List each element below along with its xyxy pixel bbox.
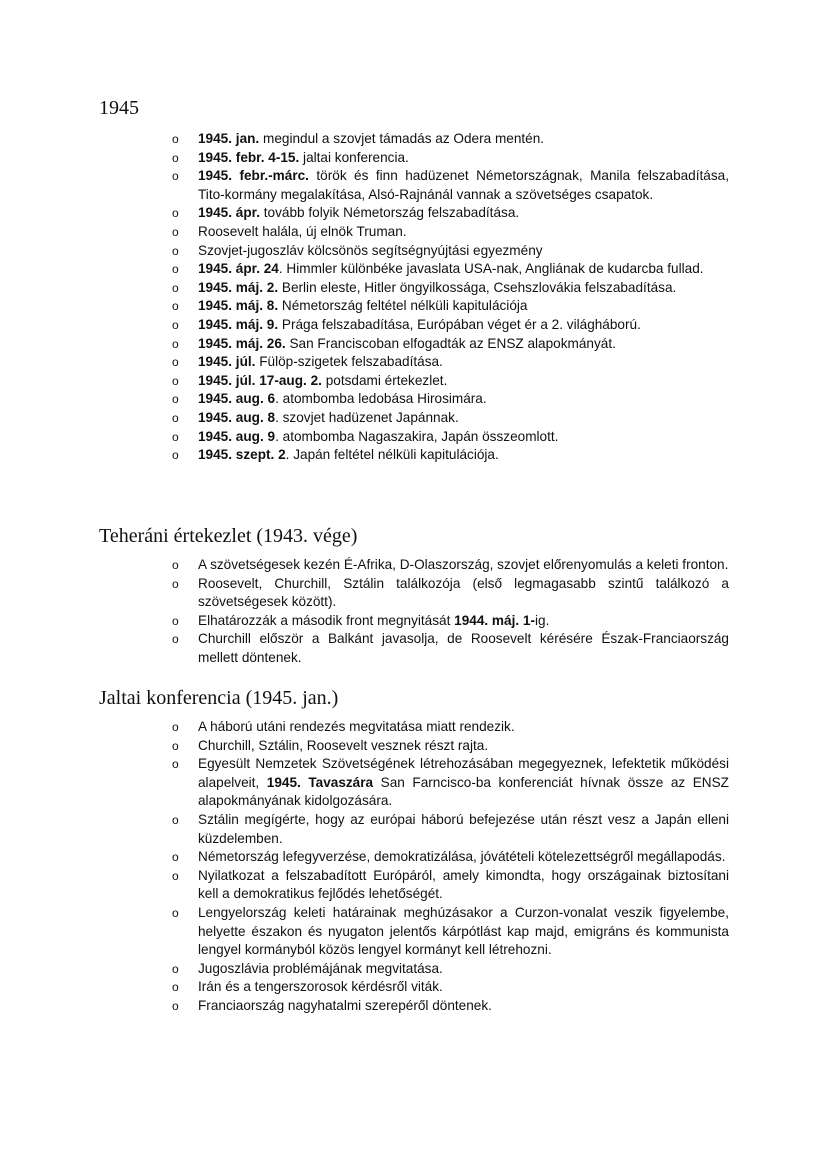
- item-date: 1945. ápr.: [198, 205, 260, 221]
- item-date: 1945. szept. 2: [198, 447, 286, 463]
- item-text: Roosevelt halála, új elnök Truman.: [198, 223, 407, 239]
- item-text: Prága felszabadítása, Európában véget ér a 2. világháború.: [278, 316, 641, 332]
- bullet-list: [0, 718, 828, 1016]
- bullet-marker: o: [172, 905, 179, 920]
- list-item: [0, 978, 729, 997]
- bullet-marker: o: [172, 132, 179, 146]
- list-item: [0, 130, 729, 149]
- item-text: potsdami értekezlet.: [321, 372, 448, 388]
- list-item: [0, 811, 729, 848]
- bullet-marker: o: [172, 980, 179, 995]
- item-text: San Farncisco-ba konferenciát hívnak össze az ENSZ alapokmányának kidolgozására.: [198, 774, 729, 809]
- item-date: 1945. jan.: [198, 131, 260, 146]
- item-text: Lengyelország keleti határainak meghúzásakor a Curzon-vonalat veszik figyelembe, helyette északon és nyugaton jelentős kárpótlást kap majd, emigráns és kommunista lengyel kormányból közös lengyel kormányt kell létrehozni.: [198, 904, 729, 958]
- item-text: Egyesült Nemzetek Szövetségének létrehozásában megegyeznek, lefektetik működési alapelveit,: [198, 756, 729, 790]
- item-text: . Japán feltétel nélküli kapitulációja.: [285, 447, 499, 463]
- bullet-marker: o: [172, 392, 179, 407]
- list-item: [0, 353, 729, 372]
- item-text: jaltai konferencia.: [299, 149, 409, 165]
- item-text: török és finn hadüzenet Németországnak, Manila felszabadítása, Tito-kormány megalakítása, Alsó-Rajnánál vannak a szövetséges csapatok.: [198, 168, 729, 202]
- list-item: [0, 390, 729, 409]
- item-date: 1945. aug. 6: [198, 391, 276, 407]
- list-item: [0, 167, 729, 204]
- list-item: [0, 848, 729, 867]
- item-text: San Franciscoban elfogadták az ENSZ alapokmányát.: [285, 335, 616, 351]
- item-date: 1945. máj. 2.: [198, 279, 279, 295]
- list-item: [0, 149, 729, 168]
- bullet-marker: o: [172, 632, 179, 647]
- list-item: [0, 737, 729, 756]
- section-heading: Teheráni értekezlet (1943. vége): [99, 525, 358, 547]
- bullet-marker: o: [172, 961, 179, 976]
- timeline-list: [0, 130, 828, 465]
- item-text: tovább folyik Németország felszabadítása.: [259, 205, 520, 221]
- list-item: [0, 372, 729, 391]
- bullet-marker: o: [172, 355, 179, 370]
- list-item: [0, 612, 729, 631]
- list-item: [0, 335, 729, 354]
- item-text: . Himmler különbéke javaslata USA-nak, Angliának de kudarcba fullad.: [278, 261, 704, 277]
- list-item: [0, 556, 729, 575]
- item-date: 1944. máj. 1-: [454, 612, 535, 628]
- bullet-marker: o: [172, 224, 179, 239]
- item-text: Elhatározzák a második front megnyitását: [198, 612, 455, 628]
- section-heading: 1945: [99, 97, 139, 119]
- bullet-marker: o: [172, 243, 179, 258]
- list-item: [0, 297, 729, 316]
- list-item: [0, 428, 729, 447]
- list-item: [0, 316, 729, 335]
- item-text: . atombomba Nagaszakira, Japán összeomlott.: [275, 428, 559, 444]
- list-item: [0, 718, 729, 737]
- item-date: 1945. aug. 8: [198, 409, 276, 425]
- item-text: Németország lefegyverzése, demokratizálása, jóvátételi kötelezettségről megállapodás.: [198, 849, 726, 865]
- section-1945: [0, 96, 828, 465]
- item-text: Roosevelt, Churchill, Sztálin találkozója (első legmagasabb szintű találkozó a szövetségesek között).: [198, 575, 729, 610]
- item-date: 1945. febr.-márc.: [198, 168, 309, 184]
- bullet-marker: o: [172, 262, 179, 277]
- bullet-marker: o: [172, 868, 179, 883]
- item-text: ig.: [535, 612, 550, 628]
- item-date: 1945. júl.: [198, 354, 256, 370]
- item-text: A szövetségesek kezén É-Afrika, D-Olaszország, szovjet előrenyomulás a keleti fronton.: [198, 557, 729, 572]
- list-item: [0, 260, 729, 279]
- list-item: [0, 204, 729, 223]
- item-text: Churchill először a Balkánt javasolja, de Roosevelt kérésére Észak-Franciaország mellett döntenek.: [198, 631, 729, 665]
- section-heading: Jaltai konferencia (1945. jan.): [99, 687, 339, 709]
- bullet-marker: o: [172, 429, 179, 444]
- item-text: . atombomba ledobása Hirosimára.: [275, 391, 487, 407]
- list-item: [0, 997, 729, 1016]
- item-date: 1945. máj. 9.: [198, 316, 279, 332]
- bullet-marker: o: [172, 812, 179, 827]
- list-item: [0, 630, 729, 667]
- list-item: [0, 575, 729, 612]
- bullet-marker: o: [172, 850, 179, 865]
- bullet-marker: o: [172, 317, 179, 332]
- list-item: [0, 242, 729, 261]
- bullet-marker: o: [172, 576, 179, 591]
- list-item: [0, 279, 729, 298]
- section-jaltai-konferencia: [0, 686, 828, 1016]
- item-text: . szovjet hadüzenet Japánnak.: [275, 409, 459, 425]
- bullet-marker: o: [172, 738, 179, 753]
- bullet-marker: o: [172, 299, 179, 314]
- item-text: Nyilatkozat a felszabadított Európáról, amely kimondta, hogy országainak biztosítani kell a demokratikus fejlődés lehetőségét.: [198, 867, 729, 902]
- item-date: 1945. máj. 26.: [198, 335, 286, 351]
- bullet-marker: o: [172, 410, 179, 425]
- bullet-marker: o: [172, 448, 179, 463]
- item-date: 1945. febr. 4-15.: [198, 149, 300, 165]
- item-date: 1945. ápr. 24: [198, 261, 279, 277]
- item-text: Szovjet-jugoszláv kölcsönös segítségnyújtási egyezmény: [198, 242, 543, 258]
- bullet-marker: o: [172, 206, 179, 221]
- list-item: [0, 960, 729, 979]
- item-date: 1945. Tavaszára: [266, 774, 374, 790]
- list-item: [0, 223, 729, 242]
- list-item: [0, 755, 729, 811]
- item-text: Németország feltétel nélküli kapitulációja: [278, 298, 528, 314]
- item-text: Fülöp-szigetek felszabadítása.: [255, 354, 443, 370]
- item-text: megindul a szovjet támadás az Odera mentén.: [259, 131, 545, 146]
- bullet-marker: o: [172, 336, 179, 351]
- bullet-marker: o: [172, 558, 179, 572]
- item-text: Churchill, Sztálin, Roosevelt vesznek részt rajta.: [198, 737, 489, 753]
- item-text: Sztálin megígérte, hogy az európai háború befejezése után részt vesz a Japán elleni küzdelemben.: [198, 811, 729, 846]
- bullet-marker: o: [172, 169, 179, 184]
- bullet-marker: o: [172, 150, 179, 165]
- item-date: 1945. júl. 17-aug. 2.: [198, 372, 322, 388]
- item-text: Franciaország nagyhatalmi szerepéről döntenek.: [198, 997, 492, 1013]
- item-date: 1945. máj. 8.: [198, 298, 279, 314]
- item-date: 1945. aug. 9: [198, 428, 276, 444]
- bullet-marker: o: [172, 280, 179, 295]
- item-text: Jugoszlávia problémájának megvitatása.: [198, 960, 443, 976]
- item-text: A háború utáni rendezés megvitatása miatt rendezik.: [198, 719, 515, 734]
- list-item: [0, 446, 729, 465]
- list-item: [0, 904, 729, 960]
- section-teherani-ertekezlet: [0, 524, 828, 668]
- bullet-marker: o: [172, 720, 179, 734]
- bullet-marker: o: [172, 998, 179, 1013]
- item-text: Irán és a tengerszorosok kérdésről viták.: [198, 979, 443, 995]
- list-item: [0, 409, 729, 428]
- bullet-marker: o: [172, 757, 179, 772]
- bullet-marker: o: [172, 613, 179, 628]
- bullet-marker: o: [172, 373, 179, 388]
- list-item: [0, 867, 729, 904]
- bullet-list: [0, 556, 828, 668]
- item-text: Berlin eleste, Hitler öngyilkossága, Csehszlovákia felszabadítása.: [278, 279, 677, 295]
